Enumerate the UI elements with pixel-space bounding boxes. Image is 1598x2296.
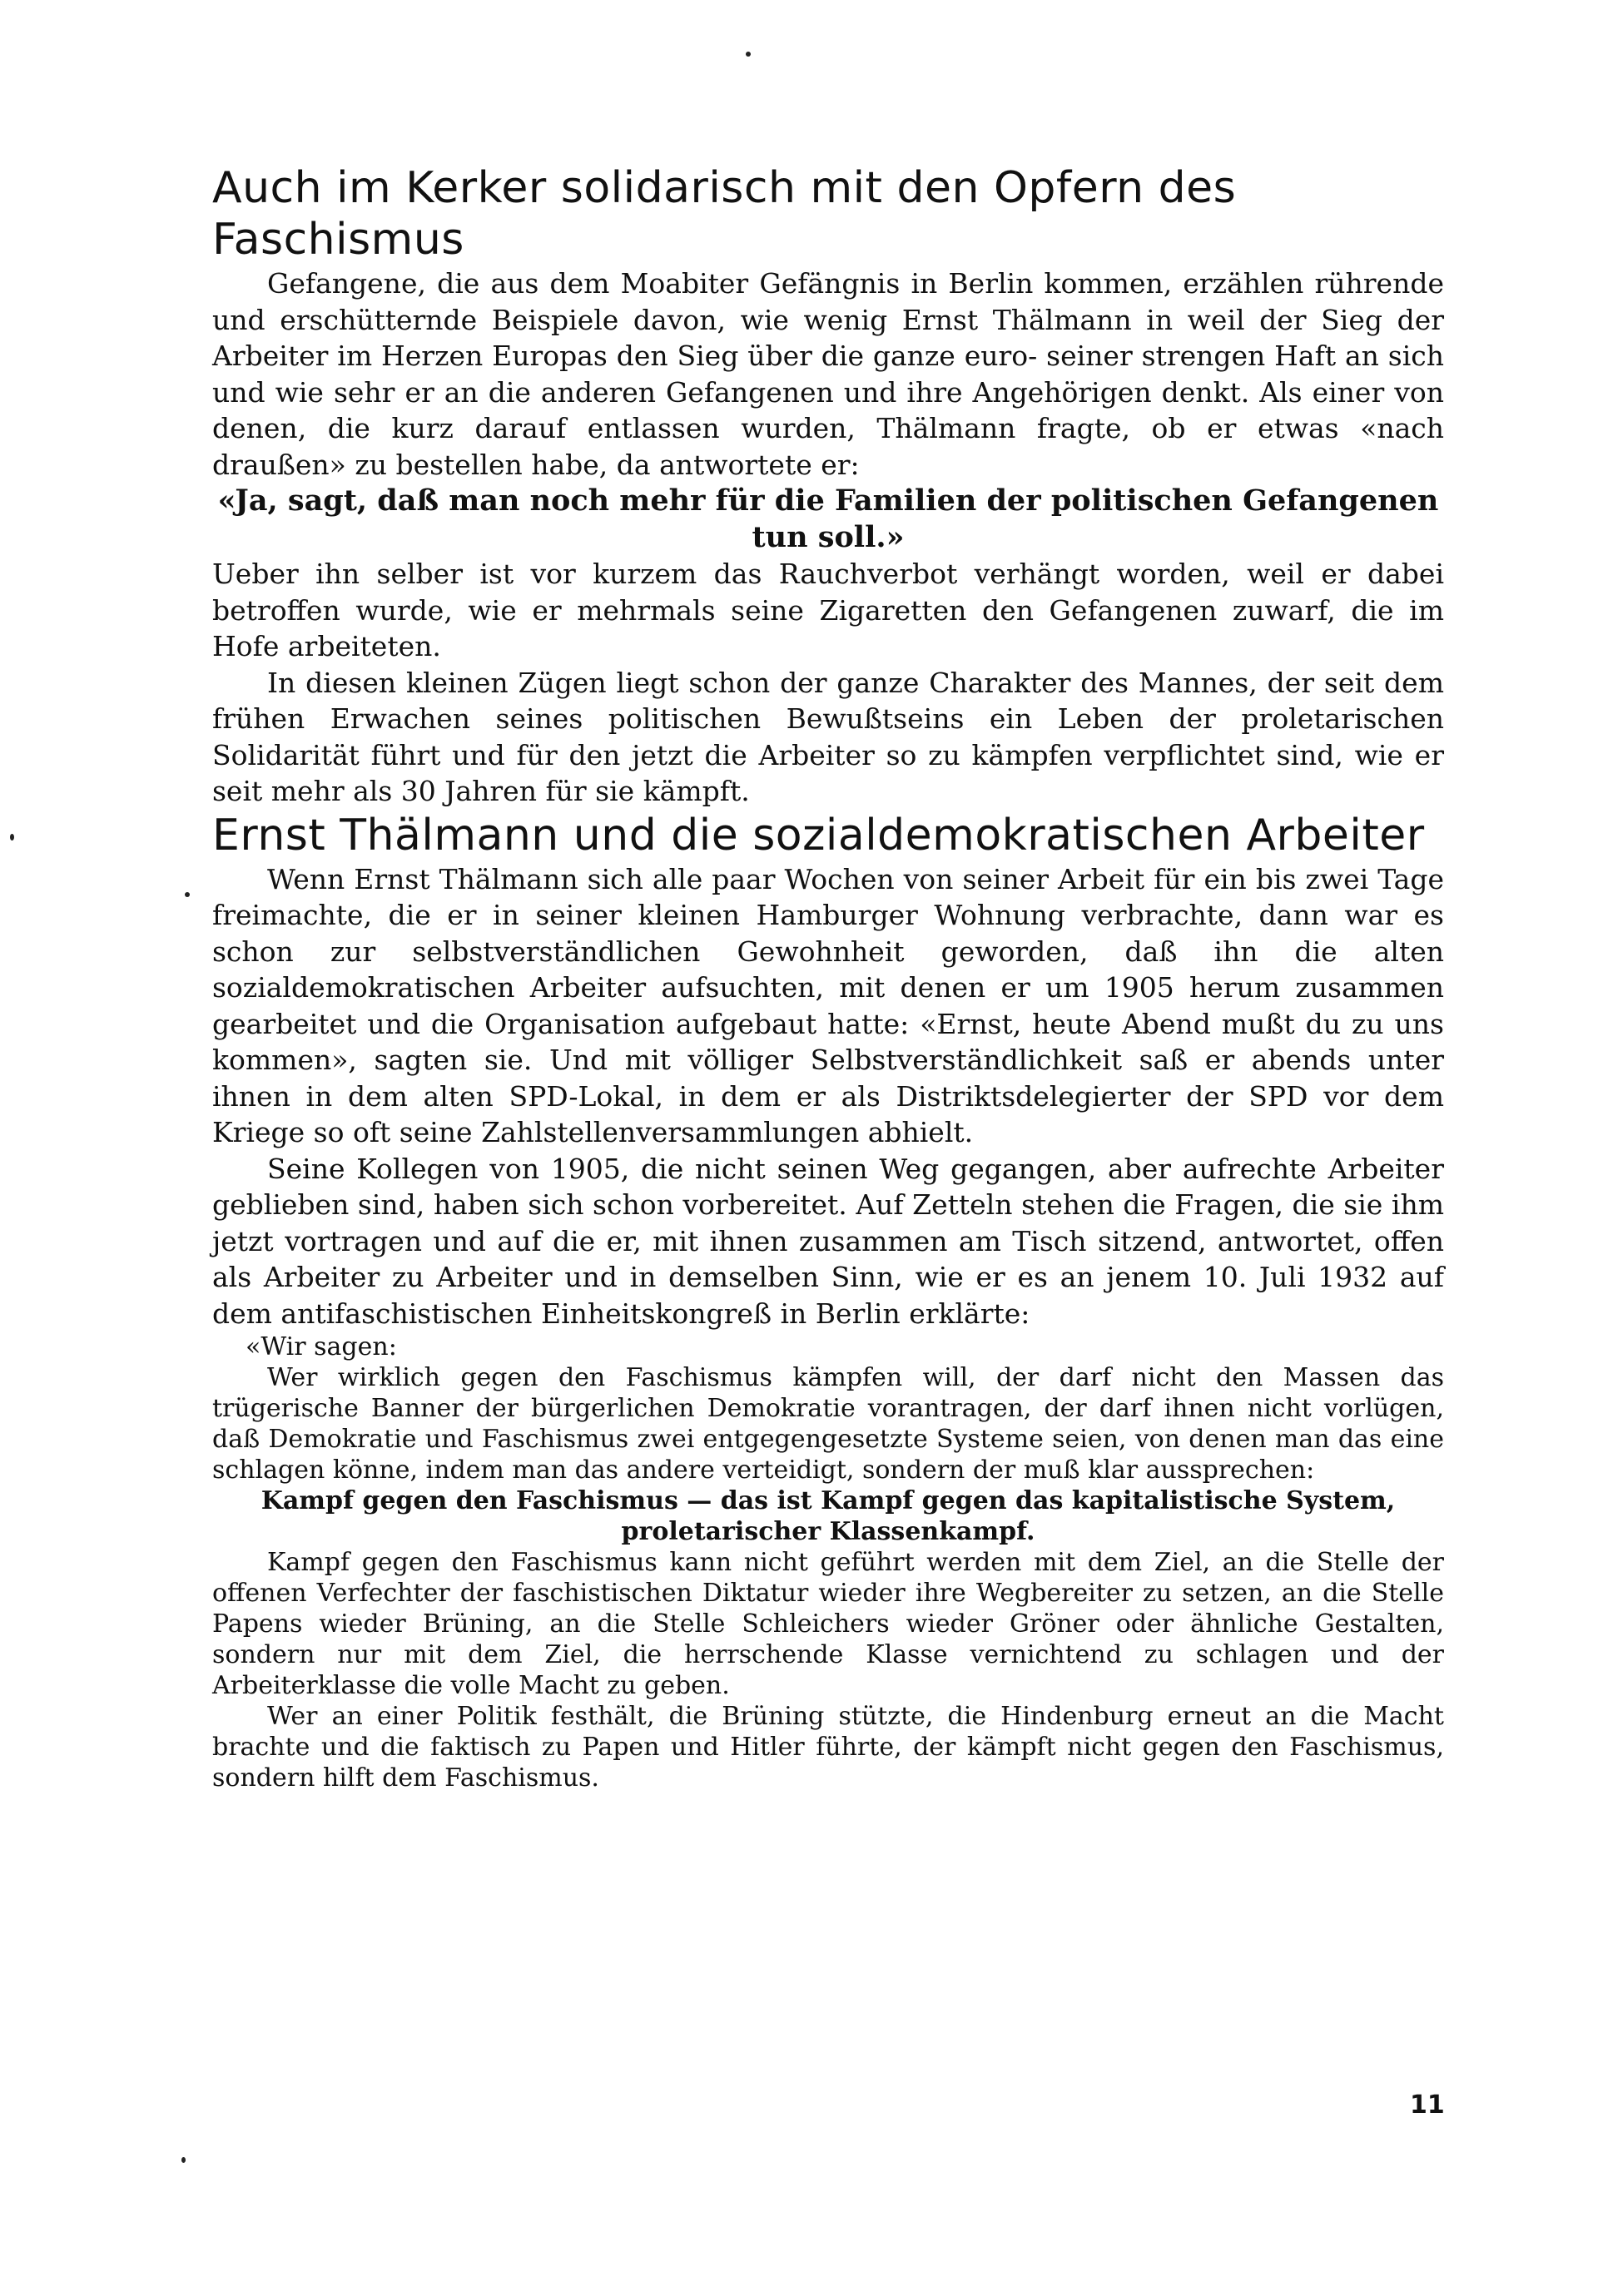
quote-intro: «Wir sagen: bbox=[246, 1332, 397, 1361]
ink-speck bbox=[185, 892, 190, 897]
paragraph: Seine Kollegen von 1905, die nicht seinen Weg gegangen, aber aufrechte Arbeiter geblieben sind, haben sich schon vorbereitet. Auf Zetteln stehen die Fragen, die sie ihm jetzt vortragen und auf die er, mit ihnen zusammen am Tisch sitzend, antwortet, offen als Arbeiter zu Arbeiter und in demselben Sinn, wie er es an jenem 10. Juli 1932 auf dem antifaschistischen Einheitskongreß in Berlin erklärte: bbox=[212, 1152, 1444, 1330]
quote-paragraph: Wer wirklich gegen den Faschismus kämpfen will, der darf nicht den Massen das trügerische Banner der bürgerlichen Demokratie vorantragen, der darf ihnen nicht vorlügen, daß Demokratie und Faschismus zwei entgegengesetzte Systeme seien, von denen man das eine schlagen könne, indem man das andere verteidigt, sondern der muß klar aussprechen: bbox=[212, 1363, 1444, 1485]
paragraph: In diesen kleinen Zügen liegt schon der ganze Charakter des Mannes, der seit dem frühen Erwachen seines politischen Bewußtseins ein Leben der proletarischen Solidarität führt und für den jetzt die Arbeiter so zu kämpfen verpflichtet sind, wie er seit mehr als 30 Jahren für sie kämpft. bbox=[212, 666, 1444, 807]
bold-slogan: Kampf gegen den Faschismus — das ist Kampf gegen das kapitalistische System, proletarischer Klassenkampf. bbox=[261, 1486, 1396, 1546]
quote-paragraph: Wer an einer Politik festhält, die Brüning stützte, die Hindenburg erneut an die Macht brachte und die faktisch zu Papen und Hitler führte, der kämpft nicht gegen den Faschismus, sondern hilft dem Faschismus. bbox=[212, 1702, 1444, 1793]
ink-speck bbox=[10, 834, 14, 841]
section-title-kerker: Auch im Kerker solidarisch mit den Opfern des Faschismus bbox=[212, 163, 1237, 265]
quote-paragraph: Kampf gegen den Faschismus kann nicht geführt werden mit dem Ziel, an die Stelle der offenen Verfechter der faschistischen Diktatur wieder ihre Wegbereiter zu setzen, an die Stelle Papens wieder Brüning, an die Stelle Schleichers wieder Gröner oder ähnliche Gestalten, sondern nur mit dem Ziel, die herrschende Klasse vernichtend zu schlagen und der Arbeiterklasse die volle Macht zu geben. bbox=[212, 1548, 1444, 1700]
ink-speck bbox=[746, 52, 751, 57]
page-content bbox=[212, 162, 1444, 1793]
bold-quote: «Ja, sagt, daß man noch mehr für die Familien der politischen Gefangenen tun soll.» bbox=[217, 483, 1439, 554]
paragraph: Gefangene, die aus dem Moabiter Gefängnis in Berlin kommen, erzählen rührende und erschütternde Beispiele davon, wie wenig Ernst Thälmann in weil der Sieg der Arbeiter im Herzen Europas den Sieg über die ganze euro- seiner strengen Haft an sich und wie sehr er an die anderen Gefangenen und ihre Angehörigen denkt. Als einer von denen, die kurz darauf entlassen wurden, Thälmann fragte, ob er etwas «nach draußen» zu bestellen habe, da antwortete er: bbox=[212, 267, 1444, 481]
paragraph: Ueber ihn selber ist vor kurzem das Rauchverbot verhängt worden, weil er dabei betroffen wurde, wie er mehrmals seine Zigaretten den Gefangenen zuwarf, die im Hofe arbeiteten. bbox=[212, 558, 1444, 662]
ink-speck bbox=[181, 2157, 186, 2163]
paragraph: Wenn Ernst Thälmann sich alle paar Wochen von seiner Arbeit für ein bis zwei Tage freimachte, die er in seiner kleinen Hamburger Wohnung verbrachte, dann war es schon zur selbstverständlichen Gewohnheit geworden, daß ihn die alten sozialdemokratischen Arbeiter aufsuchten, mit denen er um 1905 herum zusammen gearbeitet und die Organisation aufgebaut hatte: «Ernst, heute Abend mußt du zu uns kommen», sagten sie. Und mit völliger Selbstverständlichkeit saß er abends unter ihnen in dem alten SPD-Lokal, in dem er als Distriktsdelegierter der SPD vor dem Kriege so oft seine Zahlstellenversammlungen abhielt. bbox=[212, 862, 1444, 1148]
section-title-arbeiter: Ernst Thälmann und die sozialdemokratischen Arbeiter bbox=[212, 810, 1425, 860]
page-number: 11 bbox=[1410, 2090, 1445, 2120]
